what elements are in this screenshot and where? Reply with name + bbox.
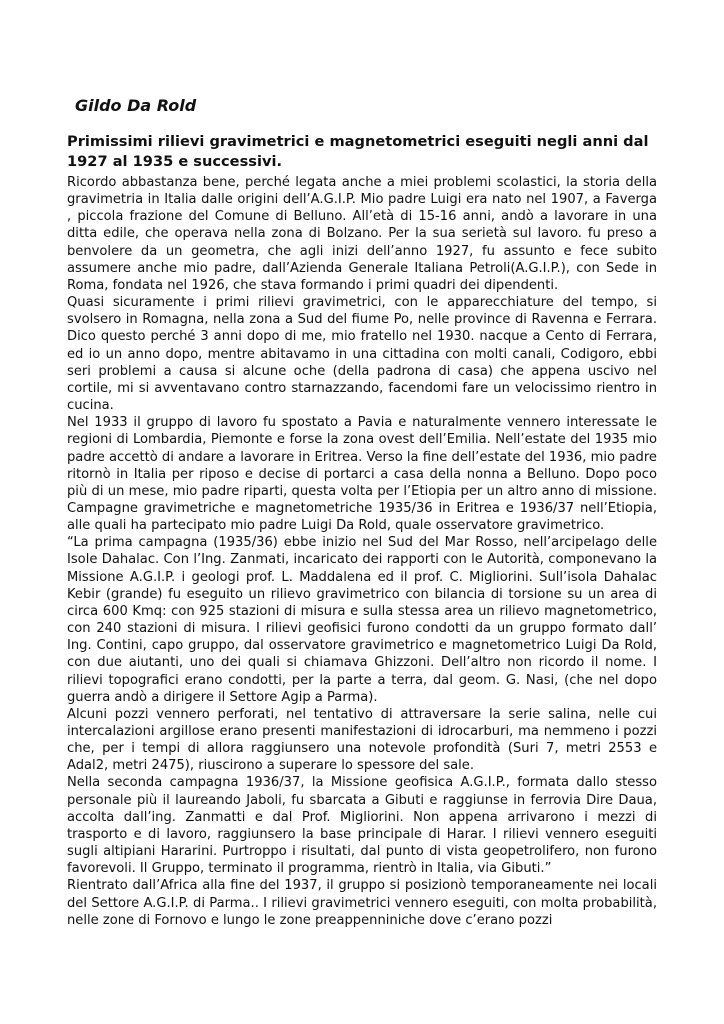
document-title: Primissimi rilievi gravimetrici e magnetometrici eseguiti negli anni dal 1927 al 1935 e successivi. [67, 133, 649, 170]
paragraph: Nel 1933 il gruppo di lavoro fu spostato a Pavia e naturalmente vennero interessate le regioni di Lombardia, Piemonte e forse la zona ovest dell’Emilia. Nell’estate del 1935 mio padre accettò di andare a lavorare in Eritrea. Verso la fine dell’estate del 1936, mio padre ritornò in Italia per riposo e decise di portarci a casa della nonna a Belluno. Dopo poco più di un mese, mio padre riparti, questa volta per l’Etiopia per un altro anno di missione. Campagne gravimetriche e magnetometriche 1935/36 in Eritrea e 1936/37 nell’Etiopia, alle quali ha partecipato mio padre Luigi Da Rold, quale osservatore gravimetrico. [67, 415, 657, 534]
document-body [67, 174, 657, 929]
paragraph: Quasi sicuramente i primi rilievi gravimetrici, con le apparecchiature del tempo, si svolsero in Romagna, nella zona a Sud del fiume Po, nelle province di Ravenna e Ferrara. Dico questo perché 3 anni dopo di me, mio fratello nel 1930. nacque a Cento di Ferrara, ed io un anno dopo, mentre abitavamo in una cittadina con molti canali, Codigoro, ebbi seri problemi a causa si alcune oche (della padrona di casa) che appena uscivo nel cortile, mi si avventavano contro starnazzando, facendomi fare un velocissimo rientro in cucina. [67, 295, 657, 414]
paragraph: Rientrato dall’Africa alla fine del 1937, il gruppo si posizionò temporaneamente nei locali del Settore A.G.I.P. di Parma.. I rilievi gravimetrici vennero eseguiti, con molta probabilità, nelle zone di Fornovo e lungo le zone preappenniniche dove c’erano pozzi [67, 878, 657, 928]
paragraph: “La prima campagna (1935/36) ebbe inizio nel Sud del Mar Rosso, nell’arcipelago delle Isole Dahalac. Con l’Ing. Zanmati, incaricato dei rapporti con le Autorità, componevano la Missione A.G.I.P. i geologi prof. L. Maddalena ed il prof. C. Migliorini. Sull’isola Dahalac Kebir (grande) fu eseguito un rilievo gravimetrico con bilancia di torsione su un area di circa 600 Kmq: con 925 stazioni di misura e sulla stessa area un rilievo magnetometrico, con 240 stazioni di misura. I rilievi geofisici furono condotti da un gruppo formato dall’ Ing. Contini, capo gruppo, dal osservatore gravimetrico e magnetometrico Luigi Da Rold, con due aiutanti, uno dei quali si chiamava Ghizzoni. Dell’altro non ricordo il nome. I rilievi topografici erano condotti, per la parte a terra, dal geom. G. Nasi, (che nel dopo guerra andò a dirigere il Settore Agip a Parma). [67, 535, 657, 705]
document-page [67, 96, 657, 929]
paragraph: Nella seconda campagna 1936/37, la Missione geofisica A.G.I.P., formata dallo stesso personale più il laureando Jaboli, fu sbarcata a Gibuti e raggiunse in ferrovia Dire Daua, accolta dall’ing. Zanmatti e dal Prof. Migliorini. Non appena arrivarono i mezzi di trasporto e di lavoro, raggiunsero la base principale di Harar. I rilievi vennero eseguiti sugli altipiani Hararini. Purtroppo i risultati, dal punto di vista geopetrolifero, non furono favorevoli. Il Gruppo, terminato il programma, rientrò in Italia, via Gibuti.” [67, 775, 657, 877]
paragraph: Alcuni pozzi vennero perforati, nel tentativo di attraversare la serie salina, nelle cui intercalazioni argillose erano presenti manifestazioni di idrocarburi, ma nemmeno i pozzi che, per i tempi di allora raggiunsero una notevole profondità (Suri 7, metri 2553 e Adal2, metri 2475), riuscirono a superare lo spessore del sale. [67, 706, 657, 774]
paragraph: Ricordo abbastanza bene, perché legata anche a miei problemi scolastici, la storia della gravimetria in Italia dalle origini dell’A.G.I.P. Mio padre Luigi era nato nel 1907, a Faverga , piccola frazione del Comune di Belluno. All’età di 15-16 anni, andò a lavorare in una ditta edile, che operava nella zona di Bolzano. Per la sua serietà sul lavoro. fu preso a benvolere da un geometra, che agli inizi dell’anno 1927, fu assunto e fece subito assumere anche mio padre, dall’Azienda Generale Italiana Petroli(A.G.I.P.), con Sede in Roma, fondata nel 1926, che stava formando i primi quadri dei dipendenti. [67, 175, 657, 293]
author-name: Gildo Da Rold [75, 96, 197, 115]
